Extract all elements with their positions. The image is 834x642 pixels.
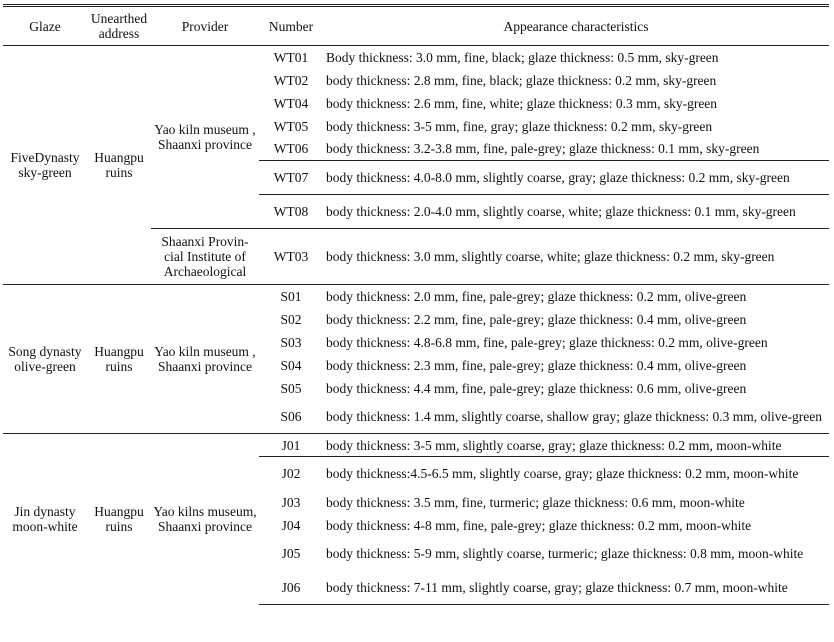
appearance-cell: body thickness: 1.4 mm, slightly coarse, shallow gray; glaze thickness: 0.3 mm, olive-green [326, 408, 823, 424]
header-appearance: Appearance characteristics [323, 6, 829, 46]
number-cell: J02 [259, 457, 323, 491]
number-cell: S01 [259, 285, 323, 308]
appearance-cell: body thickness:4.5-6.5 mm, slightly coarse, gray; glaze thickness: 0.2 mm, moon-white [323, 457, 829, 491]
number-cell: S03 [280, 334, 302, 350]
appearance-cell: body thickness: 2.3 mm, fine, pale-grey; glaze thickness: 0.4 mm, olive-green [326, 357, 747, 373]
number-cell: WT01 [273, 49, 309, 65]
appearance-cell: Body thickness: 3.0 mm, fine, black; glaze thickness: 0.5 mm, sky-green [326, 49, 719, 65]
appearance-cell: body thickness: 2.0-4.0 mm, slightly coarse, white; glaze thickness: 0.1 mm, sky-green [323, 195, 829, 229]
table-row [3, 46, 829, 69]
glaze-cell: Song dynasty olive-green [3, 285, 87, 434]
number-cell: S06 [280, 408, 302, 424]
appearance-cell: body thickness: 4-8 mm, fine, pale-grey; glaze thickness: 0.2 mm, moon-white [326, 517, 752, 533]
appearance-cell: body thickness: 3.2-3.8 mm, fine, pale-grey; glaze thickness: 0.1 mm, sky-green [326, 141, 760, 157]
address-cell: Huangpu ruins [94, 150, 144, 180]
header-number: Number [259, 6, 323, 46]
number-cell: WT04 [273, 95, 309, 111]
appearance-cell: body thickness: 2.0 mm, fine, pale-grey; glaze thickness: 0.2 mm, olive-green [323, 285, 829, 308]
header-glaze: Glaze [3, 6, 87, 46]
appearance-cell: body thickness: 3.5 mm, fine, turmeric; glaze thickness: 0.6 mm, moon-white [326, 494, 745, 510]
address-cell: Huangpu ruins [87, 285, 151, 434]
number-cell: WT06 [273, 141, 309, 157]
number-cell: J03 [281, 494, 301, 510]
appearance-cell: body thickness: 3-5 mm, slightly coarse, gray; glaze thickness: 0.2 mm, moon-white [323, 434, 829, 457]
appearance-cell: body thickness: 4.8-6.8 mm, fine, pale-grey; glaze thickness: 0.2 mm, olive-green [326, 334, 768, 350]
provider-cell: Yao kiln museum , Shaanxi province [154, 122, 256, 152]
header-unearthed-address: Unearthed address [87, 6, 151, 46]
appearance-cell: body thickness: 3-5 mm, fine, gray; glaze thickness: 0.2 mm, sky-green [326, 118, 713, 134]
number-cell: WT07 [259, 161, 323, 195]
number-cell: J06 [259, 571, 323, 605]
appearance-cell: body thickness: 4.0-8.0 mm, slightly coarse, gray; glaze thickness: 0.2 mm, sky-green [323, 161, 829, 195]
glaze-cell: FiveDynasty sky-green [10, 150, 80, 180]
number-cell: WT08 [259, 195, 323, 229]
table-row [3, 434, 829, 457]
number-cell: S02 [280, 311, 302, 327]
header-row [3, 6, 829, 46]
appearance-cell: body thickness: 2.8 mm, fine, black; glaze thickness: 0.2 mm, sky-green [326, 72, 717, 88]
address-cell: Huangpu ruins [87, 434, 151, 605]
glaze-data-table [3, 4, 829, 605]
glaze-cell: Jin dynasty moon-white [3, 434, 87, 605]
provider-cell: Shaanxi Provin-cial Institute of Archaeological [151, 229, 259, 285]
table-row [3, 285, 829, 308]
appearance-cell: body thickness: 5-9 mm, slightly coarse, turmeric; glaze thickness: 0.8 mm, moon-white [326, 546, 804, 561]
number-cell: S04 [280, 357, 302, 373]
number-cell: J05 [281, 546, 301, 561]
number-cell: WT02 [273, 72, 309, 88]
appearance-cell: body thickness: 3.0 mm, slightly coarse, white; glaze thickness: 0.2 mm, sky-green [323, 229, 829, 285]
number-cell: J04 [281, 517, 301, 533]
number-cell: S05 [280, 380, 302, 396]
header-provider: Provider [151, 6, 259, 46]
appearance-cell: body thickness: 2.6 mm, fine, white; glaze thickness: 0.3 mm, sky-green [326, 95, 718, 111]
appearance-cell: body thickness: 2.2 mm, fine, pale-grey; glaze thickness: 0.4 mm, olive-green [326, 311, 747, 327]
number-cell: WT03 [259, 229, 323, 285]
provider-cell: Yao kiln museum , Shaanxi province [151, 285, 259, 434]
appearance-cell: body thickness: 4.4 mm, fine, pale-grey; glaze thickness: 0.6 mm, olive-green [326, 380, 747, 396]
provider-cell: Yao kilns museum, Shaanxi province [151, 434, 259, 605]
number-cell: J01 [259, 434, 323, 457]
number-cell: WT05 [273, 118, 309, 134]
appearance-cell: body thickness: 7-11 mm, slightly coarse, gray; glaze thickness: 0.7 mm, moon-white [323, 571, 829, 605]
